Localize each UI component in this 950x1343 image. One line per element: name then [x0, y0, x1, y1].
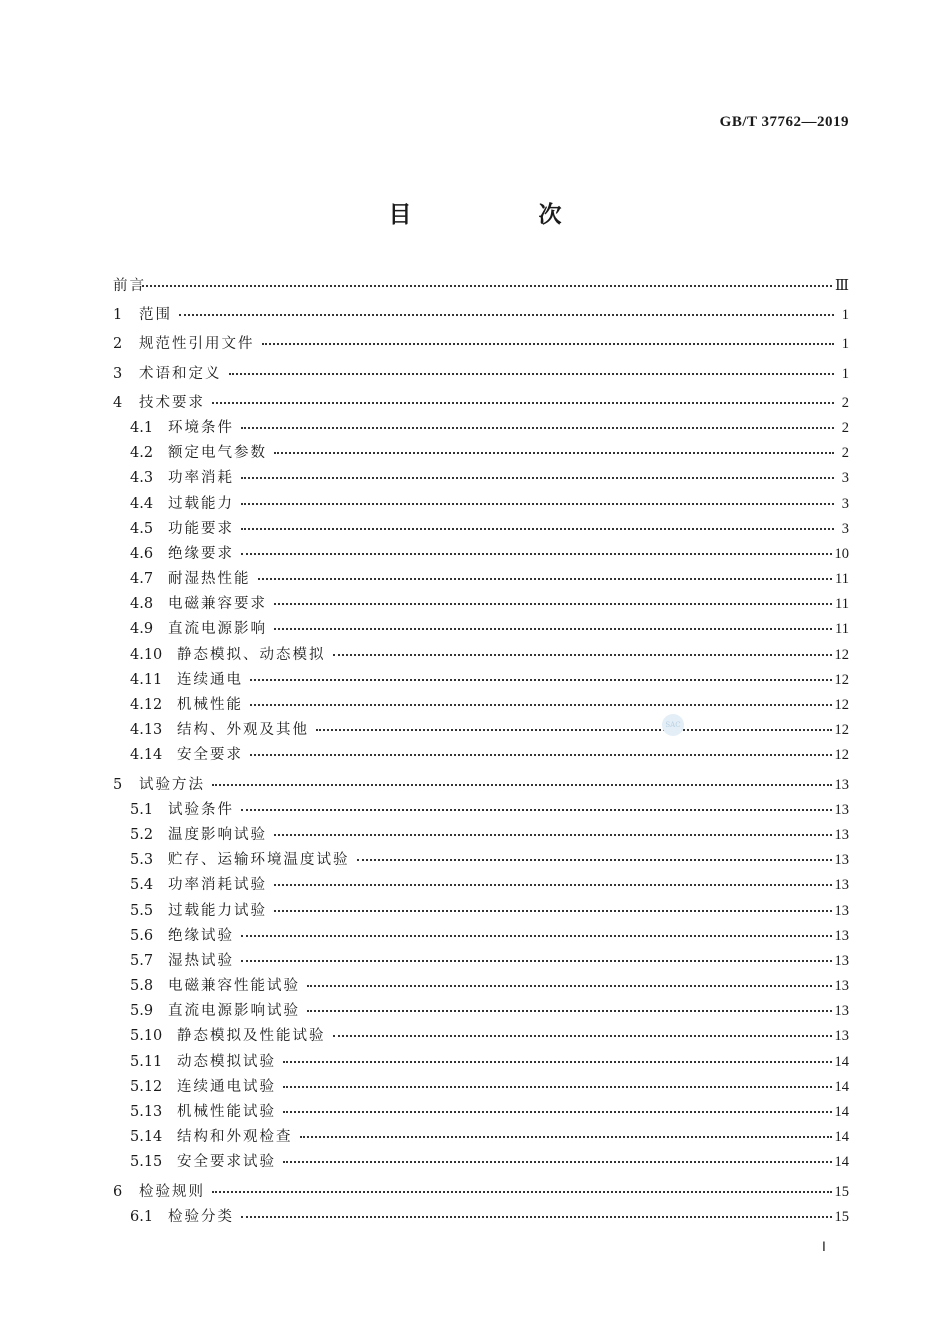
toc-entry[interactable] — [113, 492, 849, 517]
toc-entry[interactable] — [113, 617, 849, 642]
dot-leader — [241, 465, 834, 479]
toc-entry-number: 5.1 — [130, 801, 154, 818]
toc-entry[interactable] — [113, 542, 849, 567]
dot-leader — [333, 1023, 832, 1037]
toc-entry-page: 13 — [834, 826, 849, 843]
toc-entry-label: 机械性能 — [177, 697, 243, 713]
toc-entry-number: 2 — [113, 336, 123, 353]
toc-entry-page: 12 — [834, 722, 849, 739]
dot-leader — [212, 390, 834, 404]
toc-entry-number: 4.6 — [130, 545, 154, 562]
toc-entry-label: 静态模拟、动态模拟 — [177, 646, 326, 663]
toc-entry-label: 直流电源影响 — [168, 621, 267, 638]
toc-entry[interactable] — [113, 441, 849, 466]
toc-entry-number: 5.13 — [130, 1104, 163, 1120]
toc-entry[interactable] — [113, 1050, 849, 1075]
toc-entry-number: 5.11 — [130, 1053, 163, 1070]
toc-entry-number: 5.2 — [130, 826, 154, 843]
toc-entry-number: 4.9 — [130, 621, 154, 638]
dot-leader — [274, 440, 834, 454]
toc-entry[interactable] — [113, 303, 849, 328]
toc-entry-number: 4.7 — [130, 571, 154, 588]
toc-entry-page: 3 — [841, 495, 849, 512]
toc-entry-number: 1 — [113, 307, 123, 324]
toc-entry[interactable] — [113, 798, 849, 823]
toc-entry-page: 12 — [834, 646, 849, 663]
toc-entry[interactable] — [113, 1180, 849, 1205]
toc-entry-page: 15 — [834, 1208, 849, 1225]
dot-leader — [283, 1074, 832, 1088]
toc-entry[interactable] — [113, 362, 849, 387]
dot-leader — [241, 541, 832, 555]
toc-entry-label: 连续通电 — [177, 671, 243, 688]
dot-leader — [179, 302, 834, 316]
toc-entry-number: 4.5 — [130, 520, 154, 537]
toc-entry[interactable] — [113, 823, 849, 848]
toc-entry-page: 13 — [834, 978, 849, 995]
dot-leader — [307, 998, 832, 1012]
toc-entry-number: 4 — [113, 394, 123, 411]
dot-leader — [316, 717, 832, 731]
toc-entry[interactable] — [113, 924, 849, 949]
toc-entry-number: 4.12 — [130, 697, 163, 713]
toc-entry-page: 1 — [841, 365, 849, 382]
toc-entry-number: 4.2 — [130, 445, 154, 462]
toc-entry-label: 动态模拟试验 — [177, 1053, 276, 1070]
toc-entry-page: 3 — [841, 520, 849, 537]
toc-entry-number: 4.10 — [130, 646, 163, 663]
toc-entry-number: 5.3 — [130, 852, 154, 869]
toc-entry-label: 检验规则 — [139, 1183, 205, 1200]
toc-entry-number: 5.5 — [130, 902, 154, 919]
toc-entry-page: 13 — [834, 927, 849, 944]
toc-entry-page: 11 — [835, 621, 849, 638]
toc-entry[interactable] — [113, 1150, 849, 1175]
dot-leader — [283, 1049, 832, 1063]
dot-leader — [250, 667, 832, 681]
toc-entry-page: 12 — [834, 747, 849, 764]
toc-entry-page: 14 — [834, 1154, 849, 1171]
standard-code: GB/T 37762—2019 — [719, 114, 849, 130]
toc-entry-label: 温度影响试验 — [168, 826, 267, 843]
toc-entry[interactable] — [113, 643, 849, 668]
toc-entry-label: 电磁兼容性能试验 — [168, 978, 300, 995]
toc-entry-page: 12 — [834, 671, 849, 688]
dot-leader — [229, 361, 835, 375]
table-of-contents — [113, 274, 849, 1230]
toc-entry[interactable] — [113, 592, 849, 617]
toc-entry-label: 结构、外观及其他 — [177, 722, 309, 739]
toc-entry-page: 13 — [834, 877, 849, 894]
toc-entry-number: 6 — [113, 1183, 123, 1200]
toc-entry[interactable] — [113, 693, 849, 718]
dot-leader — [274, 591, 832, 605]
toc-entry[interactable] — [113, 718, 849, 743]
toc-entry-number: 5.4 — [130, 877, 154, 894]
dot-leader — [212, 1179, 832, 1193]
toc-entry-number: 5.9 — [130, 1003, 154, 1020]
toc-entry-label: 耐湿热性能 — [168, 571, 251, 588]
toc-entry[interactable] — [113, 974, 849, 999]
dot-leader — [283, 1099, 832, 1113]
toc-entry[interactable] — [113, 391, 849, 416]
toc-entry-label: 贮存、运输环境温度试验 — [168, 852, 350, 869]
toc-entry-label: 试验条件 — [168, 801, 234, 818]
toc-entry-number: 3 — [113, 365, 123, 382]
dot-leader — [241, 797, 832, 811]
toc-entry[interactable] — [113, 416, 849, 441]
toc-entry-page: 14 — [834, 1078, 849, 1095]
toc-entry-page: 13 — [834, 1028, 849, 1045]
toc-entry[interactable] — [113, 466, 849, 491]
dot-leader — [283, 1149, 832, 1163]
toc-entry-label: 过载能力试验 — [168, 902, 267, 919]
seal-text: SAC — [665, 721, 681, 729]
toc-entry-number: 4.8 — [130, 596, 154, 613]
toc-entry-label: 连续通电试验 — [177, 1078, 276, 1095]
toc-entry-number: 4.13 — [130, 722, 163, 739]
toc-entry-label: 电磁兼容要求 — [168, 596, 267, 613]
toc-entry[interactable] — [113, 517, 849, 542]
publisher-seal-icon — [662, 714, 684, 736]
toc-entry[interactable] — [113, 274, 849, 299]
toc-entry-label: 检验分类 — [168, 1208, 234, 1225]
dot-leader — [274, 616, 832, 630]
dot-leader — [241, 923, 832, 937]
toc-entry[interactable] — [113, 567, 849, 592]
toc-entry-number: 5 — [113, 776, 123, 793]
toc-entry-page: 13 — [834, 776, 849, 793]
toc-entry[interactable] — [113, 899, 849, 924]
toc-entry-label: 过载能力 — [168, 495, 234, 512]
toc-entry[interactable] — [113, 1100, 849, 1125]
toc-entry-number: 5.10 — [130, 1028, 163, 1045]
dot-leader — [307, 973, 832, 987]
toc-entry-label: 功率消耗试验 — [168, 877, 267, 894]
dot-leader — [333, 642, 832, 656]
toc-entry-label: 技术要求 — [139, 394, 205, 411]
toc-entry-number: 4.14 — [130, 747, 163, 764]
dot-leader — [274, 872, 832, 886]
toc-entry[interactable] — [113, 1075, 849, 1100]
toc-entry-number: 5.14 — [130, 1129, 163, 1146]
toc-entry-page: 14 — [834, 1104, 849, 1120]
toc-entry-label: 术语和定义 — [139, 365, 222, 382]
toc-entry-page: 14 — [834, 1129, 849, 1146]
dot-leader — [142, 273, 832, 287]
toc-entry-number: 5.12 — [130, 1078, 163, 1095]
toc-entry[interactable] — [113, 949, 849, 974]
dot-leader — [241, 1204, 832, 1218]
toc-entry[interactable] — [113, 773, 849, 798]
toc-entry-number: 前言 — [113, 278, 146, 294]
toc-entry-number: 6.1 — [130, 1208, 154, 1225]
toc-entry-number: 5.8 — [130, 978, 154, 995]
toc-entry-page: 2 — [841, 394, 849, 411]
toc-entry-label: 规范性引用文件 — [139, 336, 255, 353]
toc-entry-label: 额定电气参数 — [168, 445, 267, 462]
toc-entry[interactable] — [113, 1024, 849, 1049]
toc-entry[interactable] — [113, 1205, 849, 1230]
toc-entry[interactable] — [113, 332, 849, 357]
toc-entry-page: 1 — [841, 336, 849, 353]
dot-leader — [241, 948, 832, 962]
toc-entry-label: 安全要求 — [177, 747, 243, 764]
toc-entry-number: 5.6 — [130, 927, 154, 944]
dot-leader — [274, 822, 832, 836]
toc-entry-page: 13 — [834, 902, 849, 919]
toc-entry-page: 13 — [834, 1003, 849, 1020]
dot-leader — [212, 772, 832, 786]
dot-leader — [250, 742, 832, 756]
toc-entry-page: 2 — [841, 419, 849, 436]
page-number: Ⅰ — [822, 1239, 826, 1254]
toc-entry-label: 范围 — [139, 307, 172, 324]
toc-entry-label: 机械性能试验 — [177, 1104, 276, 1120]
toc-entry-label: 安全要求试验 — [177, 1154, 276, 1171]
toc-entry-page: 15 — [834, 1183, 849, 1200]
toc-entry-label: 试验方法 — [139, 776, 205, 793]
toc-entry[interactable] — [113, 848, 849, 873]
dot-leader — [357, 847, 832, 861]
toc-entry-label: 静态模拟及性能试验 — [177, 1028, 326, 1045]
toc-entry[interactable] — [113, 1125, 849, 1150]
dot-leader — [250, 692, 832, 706]
toc-entry-page: 14 — [834, 1053, 849, 1070]
toc-entry-label: 直流电源影响试验 — [168, 1003, 300, 1020]
toc-entry-page: 13 — [834, 852, 849, 869]
dot-leader — [258, 566, 833, 580]
toc-entry-page: 2 — [841, 445, 849, 462]
dot-leader — [241, 415, 834, 429]
toc-entry-page: 11 — [835, 596, 849, 613]
page-title: 目 次 — [388, 201, 614, 228]
toc-entry-label: 结构和外观检查 — [177, 1129, 293, 1146]
toc-entry-page: 13 — [834, 801, 849, 818]
toc-entry-number: 4.1 — [130, 419, 154, 436]
toc-entry-label: 绝缘要求 — [168, 545, 234, 562]
dot-leader — [241, 491, 834, 505]
toc-entry-page: Ⅲ — [835, 278, 849, 294]
toc-entry-number: 4.4 — [130, 495, 154, 512]
toc-entry-page: 3 — [841, 470, 849, 487]
toc-entry[interactable] — [113, 873, 849, 898]
toc-entry[interactable] — [113, 999, 849, 1024]
dot-leader — [274, 898, 832, 912]
toc-entry-label: 功率消耗 — [168, 470, 234, 487]
toc-entry-page: 12 — [834, 697, 849, 713]
toc-entry-page: 13 — [834, 952, 849, 969]
toc-entry-number: 5.7 — [130, 952, 154, 969]
toc-entry-number: 5.15 — [130, 1154, 163, 1171]
toc-entry[interactable] — [113, 668, 849, 693]
toc-entry-number: 4.3 — [130, 470, 154, 487]
dot-leader — [262, 331, 835, 345]
dot-leader — [300, 1124, 832, 1138]
toc-entry-number: 4.11 — [130, 671, 163, 688]
dot-leader — [241, 516, 834, 530]
toc-entry-label: 功能要求 — [168, 520, 234, 537]
toc-entry-label: 湿热试验 — [168, 952, 234, 969]
toc-entry-label: 绝缘试验 — [168, 927, 234, 944]
toc-entry-label: 环境条件 — [168, 419, 234, 436]
toc-entry-page: 1 — [841, 307, 849, 324]
toc-entry-page: 11 — [835, 571, 849, 588]
toc-entry-page: 10 — [834, 545, 849, 562]
toc-entry[interactable] — [113, 743, 849, 768]
